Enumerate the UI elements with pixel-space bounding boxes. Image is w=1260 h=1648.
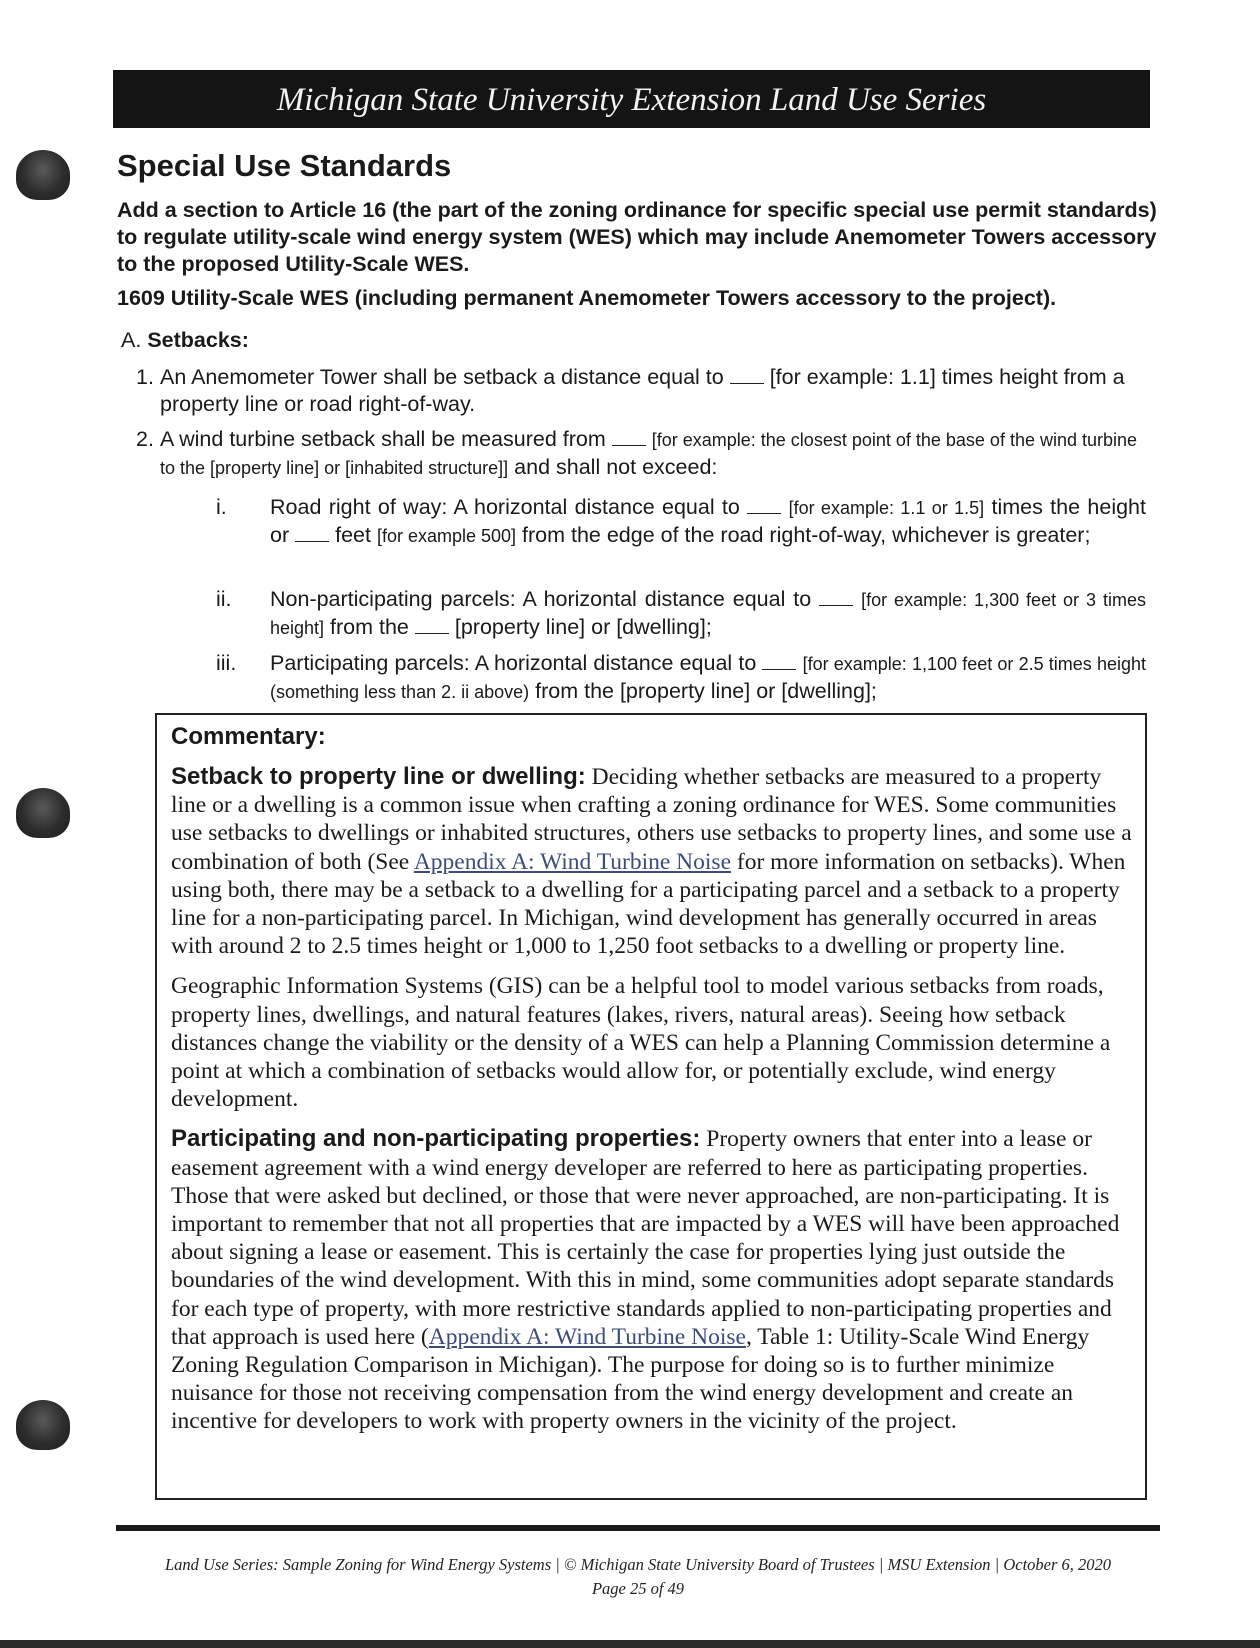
item-text-a: A wind turbine setback shall be measured from — [160, 427, 606, 451]
subitem-text — [270, 650, 1146, 706]
subitem-text-a: Road right of way: A horizontal distance equal to — [270, 495, 740, 519]
commentary-content — [171, 723, 1133, 1448]
appendix-a-link[interactable]: Appendix A: Wind Turbine Noise — [413, 848, 732, 875]
intro-paragraph: Add a section to Article 16 (the part of the zoning ordinance for specific special use permit standards) to regulate utility-scale wind energy system (WES) which may include Anemometer Towers accessory to the proposed Utility-Scale WES. — [117, 198, 1157, 276]
punch-hole-top — [16, 150, 70, 200]
setback-subitem-ii — [216, 586, 1146, 646]
scan-edge — [0, 1640, 1260, 1648]
setback-subitem-i — [216, 494, 1146, 578]
section-a-letter: A. — [121, 328, 142, 352]
setback-item-1 — [136, 364, 1146, 424]
paragraph-lead: Setback to property line or dwelling: — [171, 763, 586, 790]
subitem-example: [for example: 1.1 or 1.5] — [788, 498, 985, 518]
paragraph-text: , Table 1: Utility-Scale Wind Energy Zoning Regulation Comparison in Michigan). The purpose for doing so is to further minimize nuisance for those not receiving compensation from the wind energy development and create an incentive for developers to work with property owners in the vicinity of the project. — [171, 1323, 1090, 1435]
subitem-text-d: [property line] or [dwelling]; — [454, 615, 712, 639]
paragraph-text: for more information on setbacks). When using both, there may be a setback to a dwelling for a participating parcel and a setback to a property line for a non-participating parcel. In Michigan, wind development has generally occurred in areas with around 2 to 2.5 times height or 1,000 to 1,250 foot setbacks to a dwelling or property line. — [171, 848, 1126, 960]
appendix-a-link[interactable]: Appendix A: Wind Turbine Noise — [428, 1323, 746, 1350]
subitem-text-a: Non-participating parcels: A horizontal distance equal to — [270, 587, 812, 611]
setback-subitem-iii — [216, 650, 1146, 710]
page-number: Page 25 of 49 — [591, 1579, 685, 1598]
paragraph-text: Deciding whether setbacks are measured to a property line or a dwelling is a common issue when crafting a zoning ordinance for WES. Some communities use setbacks to dwellings or inhabited structures, others use setbacks to property lines, and some use a combination of both (See — [171, 764, 1132, 875]
paragraph-lead: Participating and non-participating properties: — [171, 1125, 701, 1153]
subitem-text-d: feet — [335, 523, 371, 547]
item-example: [for example: the closest point of the base of the wind turbine to the [property line] or [inhabited structure]] — [160, 430, 1138, 478]
fill-in-blank — [730, 366, 764, 384]
subitem-text-c: from the — [330, 615, 409, 639]
section-1609-heading: 1609 Utility-Scale WES (including permanent Anemometer Towers accessory to the project). — [117, 286, 1057, 310]
fill-in-blank — [295, 524, 329, 542]
page-footer — [116, 1553, 1160, 1601]
subitem-example: [for example: 1,100 feet or 2.5 times height (something less than 2. ii above) — [270, 654, 1146, 702]
subitem-number: ii. — [216, 587, 232, 611]
fill-in-blank — [819, 588, 853, 606]
fill-in-blank — [762, 652, 796, 670]
subitem-example: [for example 500] — [376, 526, 517, 546]
item-text-b: [for example: 1.1] times height from a property line or road right-of-way. — [160, 365, 1125, 416]
item-number: 2. — [136, 427, 154, 451]
series-banner: Michigan State University Extension Land Use Series — [113, 70, 1150, 128]
item-number: 1. — [136, 365, 154, 389]
footer-citation: Land Use Series: Sample Zoning for Wind Energy Systems | © Michigan State University Board of Trustees | MSU Extension | October 6, 2020 — [164, 1555, 1112, 1574]
punch-hole-bottom — [16, 1400, 70, 1450]
subitem-text — [270, 494, 1146, 550]
commentary-paragraph-participating — [171, 1125, 1133, 1435]
footer-rule — [116, 1525, 1160, 1531]
item-text — [160, 426, 1146, 482]
subitem-number: i. — [216, 495, 227, 519]
fill-in-blank — [612, 428, 646, 446]
section-a-title: Setbacks: — [147, 328, 249, 352]
subitem-text — [270, 586, 1146, 642]
fill-in-blank — [415, 616, 449, 634]
commentary-box — [155, 713, 1147, 1500]
commentary-heading: Commentary: — [171, 723, 326, 750]
subitem-text-f: from the edge of the road right-of-way, whichever is greater; — [522, 523, 1091, 547]
subitem-text-c: from the [property line] or [dwelling]; — [535, 679, 877, 703]
commentary-paragraph-gis: Geographic Information Systems (GIS) can be a helpful tool to model various setbacks from roads, property lines, dwellings, and natural features (lakes, rivers, natural areas). Seeing how setback distances change the viability or the density of a WES can help a Planning Commission determine a point at which a combination of setbacks would allow for, or potentially exclude, wind energy development. — [171, 973, 1111, 1113]
fill-in-blank — [747, 496, 781, 514]
paragraph-text: Property owners that enter into a lease or easement agreement with a wind energy developer are referred to here as participating properties. Those that were asked but declined, or those that were never approached, are non-participating. It is important to remember that not all properties that are impacted by a WES will have been approached about signing a lease or easement. This is certainly the case for properties lying just outside the boundaries of the wind development. With this in mind, some communities adopt separate standards for each type of property, with more restrictive standards applied to non-participating properties and that approach is used here ( — [171, 1126, 1120, 1350]
punch-hole-middle — [16, 788, 70, 838]
item-text-c: and shall not exceed: — [514, 455, 718, 479]
item-text — [160, 364, 1146, 418]
setback-item-2 — [136, 426, 1146, 486]
page-title: Special Use Standards — [117, 148, 452, 183]
subitem-text-a: Participating parcels: A horizontal distance equal to — [270, 651, 757, 675]
subitem-number: iii. — [216, 651, 237, 675]
commentary-paragraph-setbacks — [171, 763, 1133, 960]
subitem-text-c: times the height or — [270, 495, 1146, 547]
section-a-heading — [121, 328, 249, 353]
subitem-example: [for example: 1,300 feet or 3 times height] — [270, 590, 1146, 638]
item-text-a: An Anemometer Tower shall be setback a distance equal to — [160, 365, 724, 389]
